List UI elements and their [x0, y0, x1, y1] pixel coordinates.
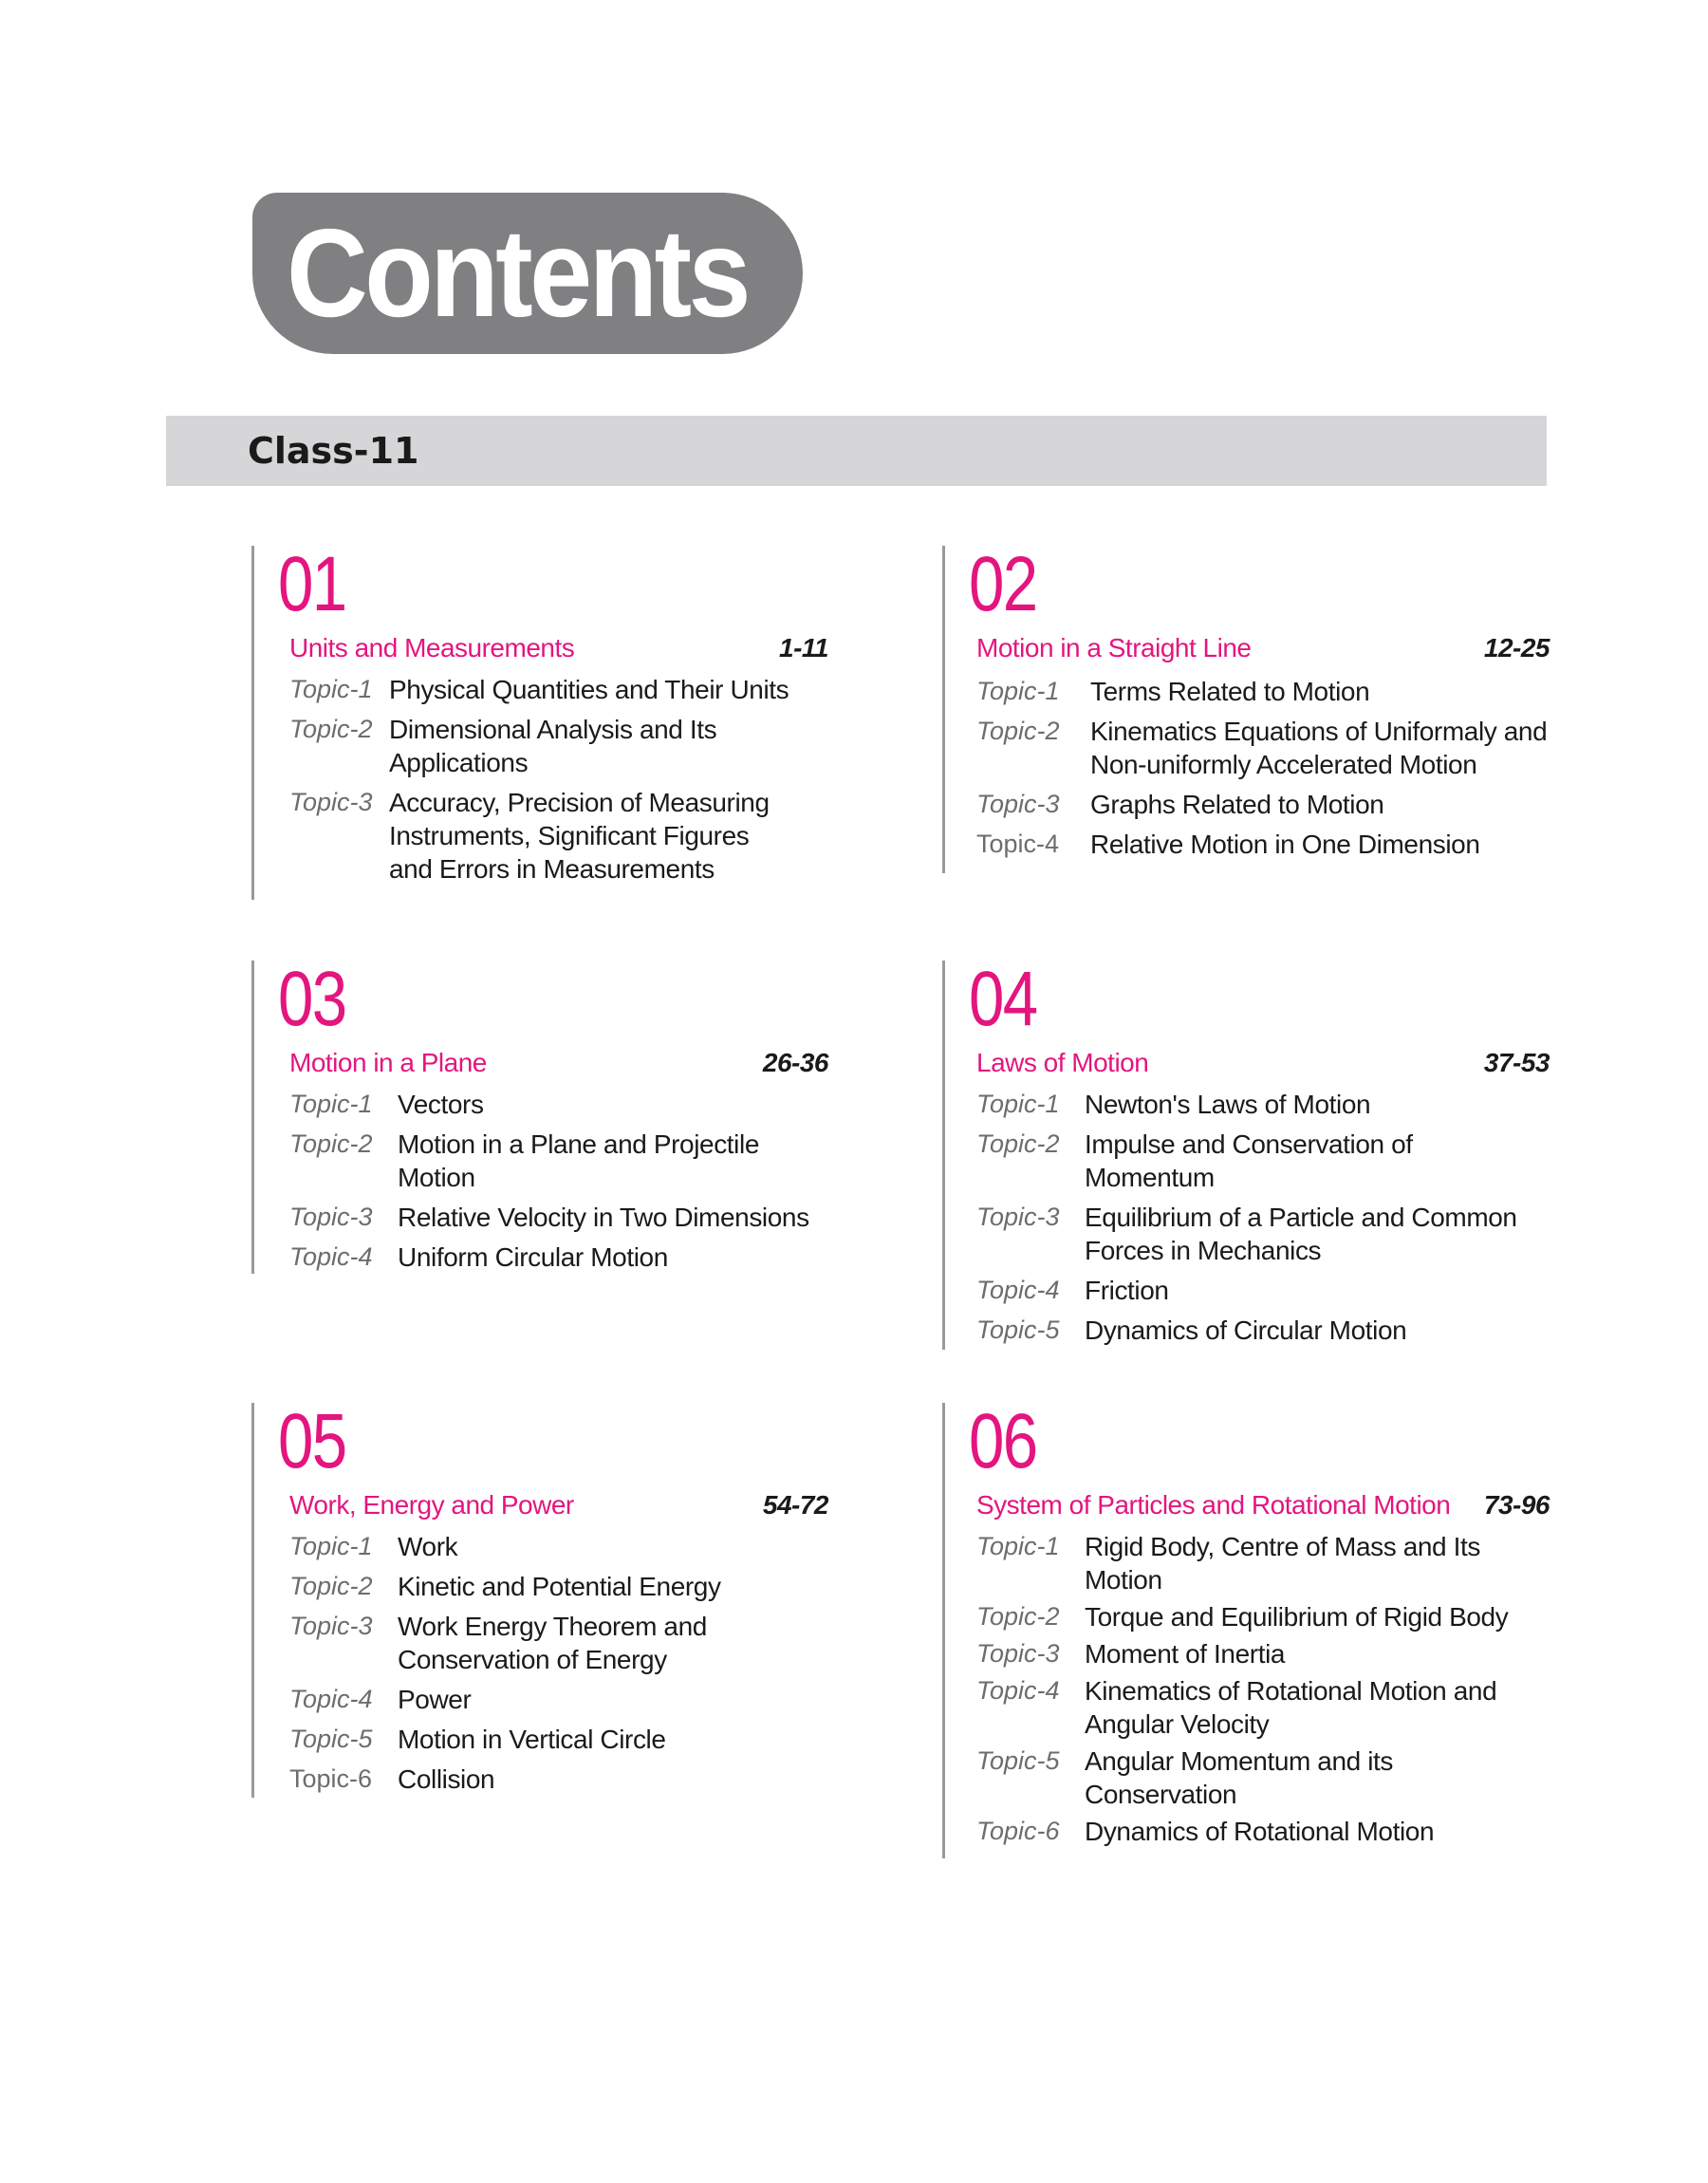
topic-item[interactable]	[289, 1201, 828, 1234]
topic-item[interactable]	[976, 1815, 1550, 1848]
topic-tag: Topic-3	[976, 790, 1060, 818]
topic-item[interactable]	[976, 1128, 1550, 1194]
topic-item[interactable]	[976, 1201, 1550, 1267]
topic-text: Vectors	[398, 1090, 484, 1119]
topic-tag: Topic-6	[289, 1764, 373, 1793]
topic-item[interactable]	[289, 1088, 828, 1121]
topic-text: Physical Quantities and Their Units	[389, 675, 789, 704]
chapter-heading[interactable]	[976, 1490, 1550, 1528]
class-label: Class-11	[248, 430, 419, 472]
chapter-title: System of Particles and Rotational Motion	[976, 1490, 1451, 1520]
topic-item[interactable]	[976, 788, 1550, 821]
topic-list	[289, 1088, 828, 1280]
topic-item[interactable]	[976, 1674, 1550, 1741]
topic-tag: Topic-2	[976, 1129, 1060, 1158]
topic-list	[976, 1088, 1550, 1353]
topic-item[interactable]	[289, 1570, 828, 1603]
topic-item[interactable]	[976, 1274, 1550, 1307]
chapter-01	[251, 541, 828, 900]
topic-text: Kinematics Equations of Uniformaly and Non-uniformly Accelerated Motion	[1090, 717, 1548, 779]
topic-tag: Topic-1	[289, 675, 373, 703]
topic-tag: Topic-2	[289, 1572, 373, 1600]
topic-tag: Topic-2	[289, 715, 373, 743]
chapter-number: 02	[969, 541, 1037, 627]
topic-tag: Topic-3	[289, 788, 373, 816]
chapter-05	[251, 1398, 828, 1798]
topic-item[interactable]	[976, 715, 1550, 781]
topic-tag: Topic-4	[289, 1685, 373, 1713]
topic-text: Rigid Body, Centre of Mass and Its Motion	[1085, 1532, 1480, 1595]
topic-item[interactable]	[289, 1241, 828, 1274]
topic-text: Accuracy, Precision of Measuring Instruments, Significant Figures and Errors in Measurements	[389, 788, 770, 884]
page-title: Contents	[287, 203, 748, 343]
chapter-heading[interactable]	[976, 1048, 1550, 1086]
topic-text: Collision	[398, 1764, 495, 1794]
chapter-pages: 37-53	[1483, 1048, 1550, 1077]
chapter-rule	[251, 1403, 254, 1798]
topic-tag: Topic-3	[289, 1203, 373, 1231]
topic-text: Relative Velocity in Two Dimensions	[398, 1203, 809, 1232]
topic-text: Uniform Circular Motion	[398, 1242, 668, 1272]
chapter-pages: 54-72	[762, 1490, 828, 1520]
chapter-number: 05	[278, 1398, 346, 1484]
chapter-number: 01	[278, 541, 346, 627]
chapter-03	[251, 956, 828, 1274]
topic-item[interactable]	[976, 828, 1550, 861]
topic-tag: Topic-2	[976, 717, 1060, 745]
chapter-title: Laws of Motion	[976, 1048, 1149, 1077]
topic-tag: Topic-4	[976, 830, 1060, 858]
chapter-02	[942, 541, 1550, 873]
topic-text: Newton's Laws of Motion	[1085, 1090, 1371, 1119]
topic-text: Dynamics of Rotational Motion	[1085, 1817, 1435, 1846]
topic-text: Work Energy Theorem and Conservation of Energy	[398, 1612, 707, 1674]
chapter-number: 06	[969, 1398, 1037, 1484]
chapter-rule	[942, 1403, 945, 1858]
topic-item[interactable]	[976, 1637, 1550, 1670]
topic-tag: Topic-1	[289, 1090, 373, 1118]
topic-tag: Topic-1	[976, 1532, 1060, 1560]
topic-text: Kinetic and Potential Energy	[398, 1572, 721, 1601]
topic-tag: Topic-5	[289, 1725, 373, 1753]
chapter-title: Motion in a Straight Line	[976, 633, 1252, 662]
chapter-heading[interactable]	[289, 633, 828, 671]
topic-tag: Topic-5	[976, 1315, 1060, 1344]
topic-text: Moment of Inertia	[1085, 1639, 1286, 1669]
topic-tag: Topic-3	[289, 1612, 373, 1640]
topic-text: Torque and Equilibrium of Rigid Body	[1085, 1602, 1509, 1632]
topic-text: Power	[398, 1685, 472, 1714]
topic-text: Graphs Related to Motion	[1090, 790, 1384, 819]
topic-tag: Topic-1	[976, 677, 1060, 705]
topic-text: Impulse and Conservation of Momentum	[1085, 1129, 1413, 1192]
topic-item[interactable]	[976, 675, 1550, 708]
topic-tag: Topic-6	[976, 1817, 1060, 1845]
topic-list	[976, 1530, 1550, 1852]
topic-text: Work	[398, 1532, 458, 1561]
chapter-heading[interactable]	[289, 1490, 828, 1528]
chapter-rule	[942, 546, 945, 873]
chapter-rule	[942, 961, 945, 1350]
topic-item[interactable]	[976, 1745, 1550, 1811]
topic-item[interactable]	[289, 673, 828, 706]
contents-heading-banner	[252, 193, 803, 354]
chapter-number: 04	[969, 956, 1037, 1042]
topic-item[interactable]	[289, 1610, 828, 1676]
chapter-heading[interactable]	[976, 633, 1550, 671]
topic-text: Relative Motion in One Dimension	[1090, 830, 1480, 859]
topic-tag: Topic-2	[976, 1602, 1060, 1631]
topic-item[interactable]	[289, 1723, 828, 1756]
topic-item[interactable]	[289, 786, 828, 886]
topic-item[interactable]	[976, 1530, 1550, 1596]
topic-text: Friction	[1085, 1276, 1169, 1305]
chapter-pages: 73-96	[1483, 1490, 1550, 1520]
chapter-rule	[251, 546, 254, 900]
topic-item[interactable]	[289, 1128, 828, 1194]
topic-tag: Topic-4	[976, 1276, 1060, 1304]
topic-tag: Topic-3	[976, 1203, 1060, 1231]
chapter-number: 03	[278, 956, 346, 1042]
topic-item[interactable]	[976, 1600, 1550, 1633]
chapter-rule	[251, 961, 254, 1274]
class-section-bar	[166, 416, 1547, 486]
topic-item[interactable]	[976, 1088, 1550, 1121]
topic-item[interactable]	[289, 1763, 828, 1796]
chapter-pages: 12-25	[1483, 633, 1550, 662]
topic-item[interactable]	[289, 1530, 828, 1563]
topic-text: Motion in Vertical Circle	[398, 1725, 666, 1754]
chapter-heading[interactable]	[289, 1048, 828, 1086]
topic-tag: Topic-3	[976, 1639, 1060, 1668]
topic-item[interactable]	[976, 1314, 1550, 1347]
topic-tag: Topic-1	[976, 1090, 1060, 1118]
chapter-06	[942, 1398, 1550, 1858]
chapter-title: Motion in a Plane	[289, 1048, 487, 1077]
topic-text: Angular Momentum and its Conservation	[1085, 1746, 1394, 1809]
topic-text: Dynamics of Circular Motion	[1085, 1315, 1407, 1345]
topic-list	[289, 673, 828, 892]
topic-tag: Topic-5	[976, 1746, 1060, 1775]
topic-tag: Topic-4	[289, 1242, 373, 1271]
topic-tag: Topic-1	[289, 1532, 373, 1560]
topic-text: Kinematics of Rotational Motion and Angular Velocity	[1085, 1676, 1497, 1739]
chapter-pages: 1-11	[779, 633, 828, 662]
topic-text: Motion in a Plane and Projectile Motion	[398, 1129, 759, 1192]
chapter-pages: 26-36	[762, 1048, 828, 1077]
topic-list	[289, 1530, 828, 1802]
topic-text: Terms Related to Motion	[1090, 677, 1370, 706]
topic-tag: Topic-4	[976, 1676, 1060, 1705]
topic-text: Equilibrium of a Particle and Common Forces in Mechanics	[1085, 1203, 1517, 1265]
topic-list	[976, 675, 1550, 868]
topic-text: Dimensional Analysis and Its Applications	[389, 715, 717, 777]
chapter-title: Work, Energy and Power	[289, 1490, 574, 1520]
topic-item[interactable]	[289, 1683, 828, 1716]
chapter-title: Units and Measurements	[289, 633, 575, 662]
topic-item[interactable]	[289, 713, 828, 779]
chapter-04	[942, 956, 1550, 1350]
topic-tag: Topic-2	[289, 1129, 373, 1158]
